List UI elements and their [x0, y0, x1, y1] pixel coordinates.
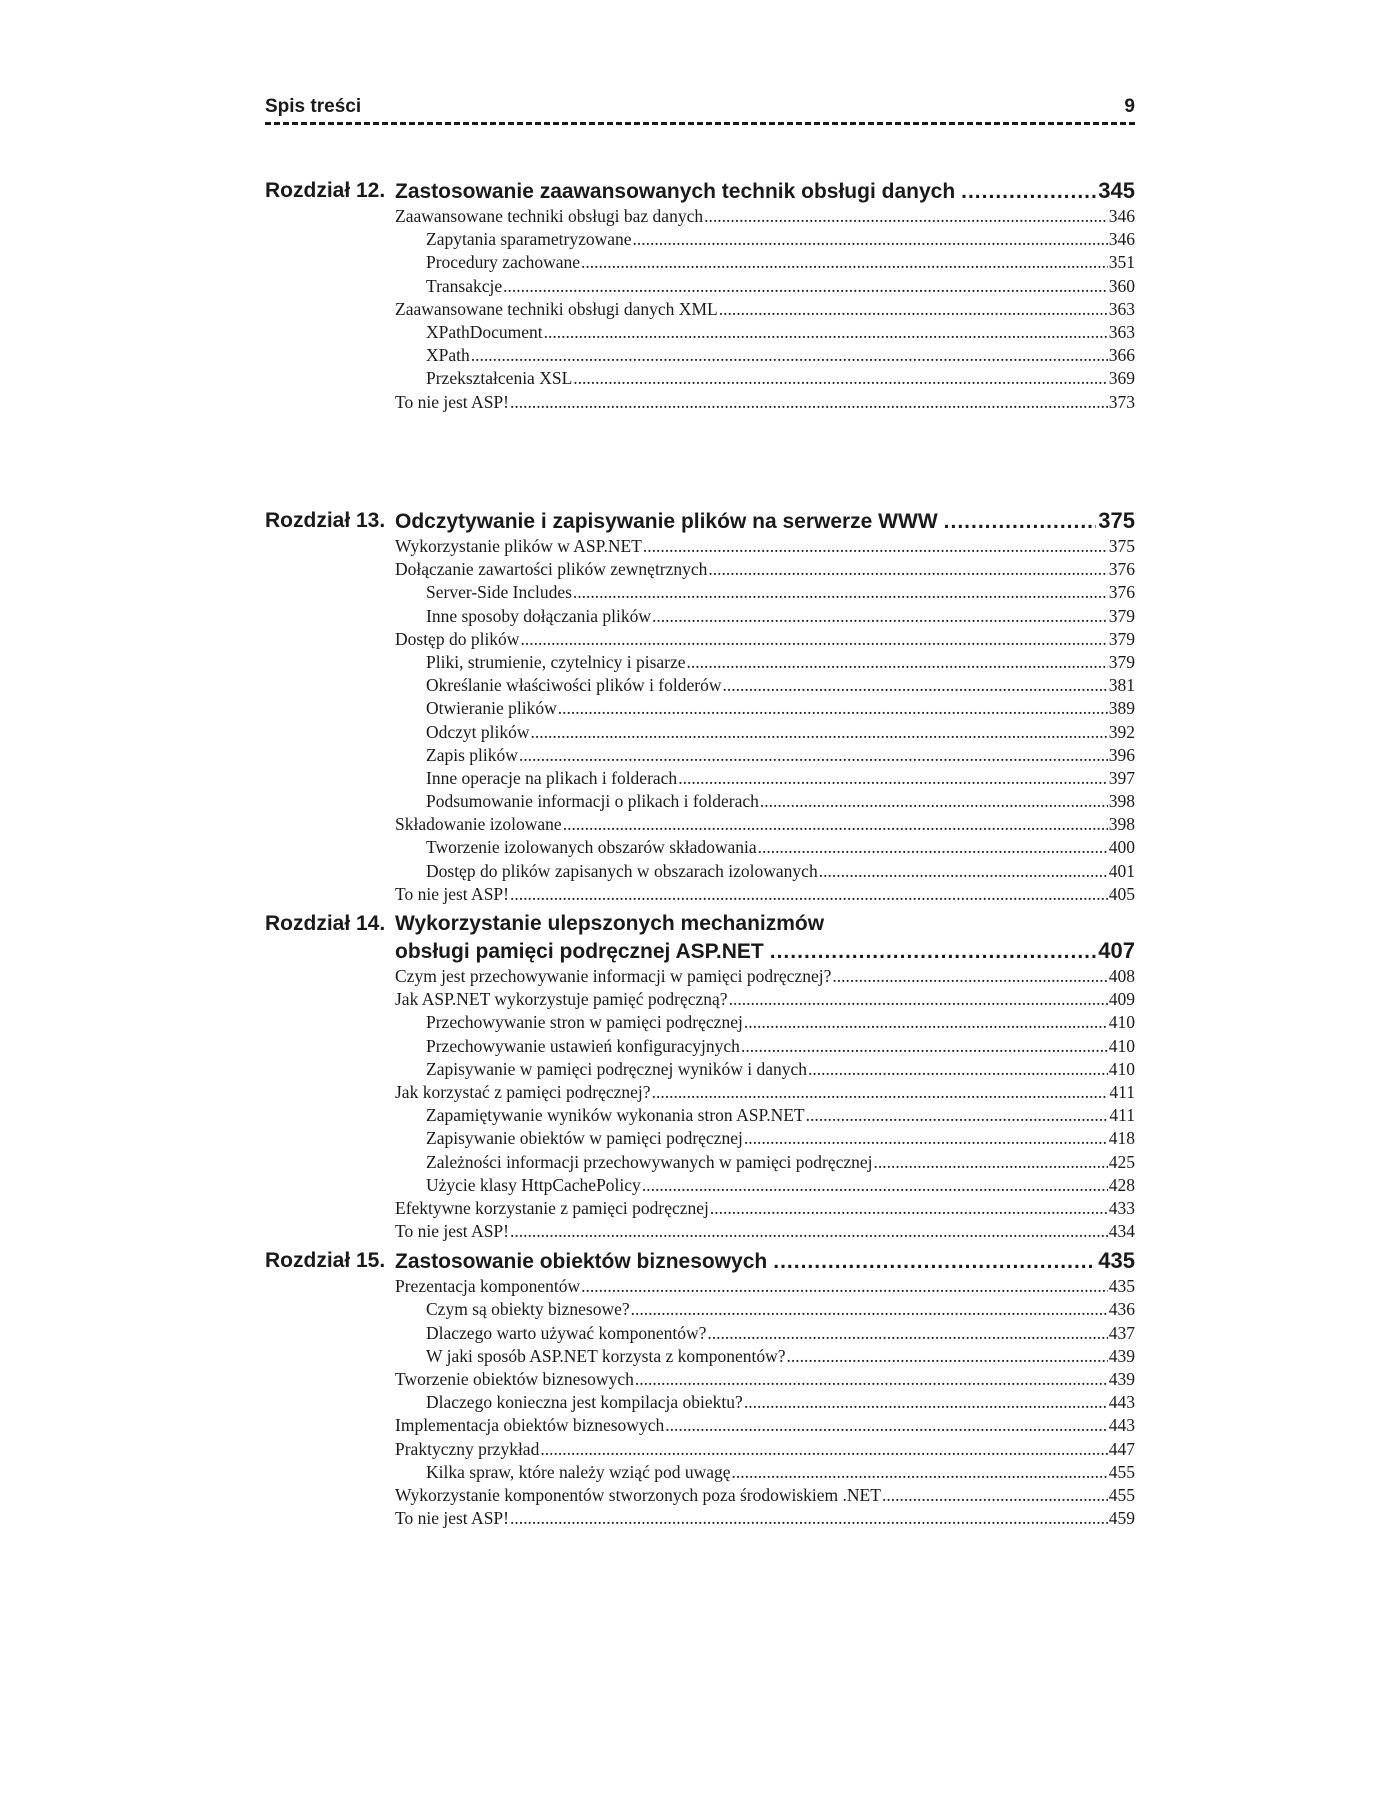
- entry-page-number: 411: [1109, 1105, 1135, 1126]
- dot-leader: [719, 298, 1108, 321]
- entry-page-number: 435: [1108, 1276, 1135, 1297]
- entry-page-number: 360: [1108, 275, 1135, 296]
- entry-title: Zaawansowane techniki obsługi danych XML: [395, 298, 718, 319]
- entry-title: Zapamiętywanie wyników wykonania stron ASP.NET: [426, 1105, 805, 1126]
- chapter-number: Rozdział 14.: [265, 912, 386, 935]
- chapter-title-block: [395, 1247, 1135, 1275]
- entry-title: Przechowywanie ustawień konfiguracyjnych: [426, 1035, 740, 1056]
- entry-title: Zapisywanie obiektów w pamięci podręcznej: [426, 1128, 743, 1149]
- toc-chapter: [265, 1247, 1135, 1530]
- entry-title: Pliki, strumienie, czytelnicy i pisarze: [426, 651, 686, 672]
- entry-page-number: 410: [1108, 1035, 1135, 1056]
- dot-leader: [707, 1322, 1107, 1345]
- dot-leader: [573, 367, 1107, 390]
- entry-title: Efektywne korzystanie z pamięci podręcznej: [395, 1197, 709, 1218]
- dot-leader: [710, 1197, 1108, 1220]
- toc-entry: [395, 628, 1135, 651]
- chapter-page-number: 435: [1098, 1248, 1135, 1274]
- dot-leader: [874, 1151, 1108, 1174]
- dot-leader: [563, 813, 1108, 836]
- toc-entry: [395, 883, 1135, 906]
- dot-leader: [744, 1127, 1108, 1150]
- dot-leader: [558, 697, 1108, 720]
- entry-title: XPath: [426, 345, 470, 366]
- dot-leader: [633, 228, 1108, 251]
- dot-leader: [882, 1484, 1108, 1507]
- entry-page-number: 411: [1109, 1081, 1135, 1102]
- entry-title: Zapytania sparametryzowane: [426, 229, 632, 250]
- toc-entry: [395, 1197, 1135, 1220]
- entry-page-number: 439: [1108, 1345, 1135, 1366]
- dot-leader: [503, 275, 1108, 298]
- toc-entry: [395, 535, 1135, 558]
- toc-entry: [395, 1391, 1135, 1414]
- dot-leader: [832, 965, 1107, 988]
- entry-page-number: 455: [1108, 1484, 1135, 1505]
- toc-entry: [395, 1345, 1135, 1368]
- toc-entry: [395, 321, 1135, 344]
- entry-title: Użycie klasy HttpCachePolicy: [426, 1174, 641, 1195]
- dot-leader: [510, 883, 1108, 906]
- entry-title: To nie jest ASP!: [395, 1221, 509, 1242]
- entry-title: Dołączanie zawartości plików zewnętrznych: [395, 559, 708, 580]
- entry-title: Implementacja obiektów biznesowych: [395, 1415, 665, 1436]
- entry-page-number: 346: [1108, 229, 1135, 250]
- toc-page: [265, 96, 1135, 1530]
- entry-page-number: 400: [1108, 837, 1135, 858]
- entry-title: Tworzenie obiektów biznesowych: [395, 1369, 634, 1389]
- toc-chapter: [265, 507, 1135, 906]
- entry-title: Zapis plików: [426, 744, 518, 765]
- entry-title: Procedury zachowane: [426, 252, 581, 273]
- entry-page-number: 376: [1108, 582, 1135, 603]
- entry-page-number: 379: [1108, 628, 1135, 649]
- dot-leader: [773, 1248, 1096, 1275]
- toc-entry: [395, 1368, 1135, 1391]
- toc-entry: [395, 1507, 1135, 1530]
- entry-page-number: 381: [1108, 675, 1135, 696]
- dot-leader: [806, 1104, 1109, 1127]
- chapter-title-line: [395, 937, 1135, 965]
- running-head: [265, 96, 1135, 125]
- entry-title: Dlaczego warto używać komponentów?: [426, 1322, 707, 1343]
- toc-entry: [395, 836, 1135, 859]
- entry-page-number: 392: [1108, 721, 1135, 742]
- entry-page-number: 418: [1108, 1128, 1135, 1149]
- chapter-number: Rozdział 15.: [265, 1249, 386, 1273]
- entry-page-number: 433: [1108, 1197, 1135, 1218]
- toc-entry: [395, 251, 1135, 274]
- chapter-title-block: [395, 910, 1135, 965]
- running-head-title: Spis treści: [265, 96, 362, 117]
- toc-entry: [395, 767, 1135, 790]
- dot-leader: [581, 1275, 1108, 1298]
- entry-title: Jak korzystać z pamięci podręcznej?: [395, 1081, 651, 1102]
- dot-leader: [961, 178, 1096, 205]
- chapter-title: obsługi pamięci podręcznej ASP.NET: [395, 940, 764, 963]
- entry-title: Podsumowanie informacji o plikach i folderach: [426, 791, 759, 812]
- entry-list: [395, 205, 1135, 414]
- dot-leader: [573, 581, 1108, 604]
- toc-entry: [395, 1151, 1135, 1174]
- dot-leader: [540, 1438, 1107, 1461]
- chapter-heading: [265, 177, 1135, 205]
- toc-entry: [395, 674, 1135, 697]
- entry-page-number: 455: [1108, 1461, 1135, 1482]
- dot-leader: [510, 1507, 1108, 1530]
- toc-entry: [395, 367, 1135, 390]
- toc-entry: [395, 1104, 1135, 1127]
- toc-entry: [395, 1035, 1135, 1058]
- dot-leader: [665, 1414, 1108, 1437]
- toc-entry: [395, 721, 1135, 744]
- entry-page-number: 398: [1108, 791, 1135, 812]
- entry-page-number: 447: [1108, 1438, 1135, 1459]
- entry-title: Czym są obiekty biznesowe?: [426, 1299, 630, 1320]
- chapter-heading: [265, 910, 1135, 965]
- toc-entry: [395, 1461, 1135, 1484]
- dot-leader: [642, 1174, 1108, 1197]
- entry-title: Kilka spraw, które należy wziąć pod uwagę: [426, 1461, 731, 1482]
- entry-title: Czym jest przechowywanie informacji w pamięci podręcznej?: [395, 966, 832, 986]
- toc-entry: [395, 605, 1135, 628]
- toc-entry: [395, 651, 1135, 674]
- entry-list: [395, 965, 1135, 1243]
- entry-page-number: 437: [1108, 1322, 1135, 1343]
- entry-title: Przekształcenia XSL: [426, 368, 573, 389]
- entry-title: Dostęp do plików zapisanych w obszarach izolowanych: [426, 860, 818, 881]
- toc-entry: [395, 275, 1135, 298]
- chapter-title-block: [395, 177, 1135, 205]
- toc-entry: [395, 1484, 1135, 1507]
- entry-title: Inne sposoby dołączania plików: [426, 605, 652, 626]
- toc-entry: [395, 344, 1135, 367]
- entry-page-number: 346: [1108, 206, 1135, 226]
- dot-leader: [643, 535, 1108, 558]
- entry-page-number: 434: [1108, 1221, 1135, 1242]
- entry-list: [395, 535, 1135, 906]
- entry-title: Określanie właściwości plików i folderów: [426, 675, 722, 696]
- entry-title: Praktyczny przykład: [395, 1438, 540, 1459]
- chapter-page-number: 407: [1098, 938, 1135, 963]
- dot-leader: [635, 1368, 1108, 1391]
- toc-entry: [395, 1081, 1135, 1104]
- entry-page-number: 409: [1108, 989, 1135, 1010]
- dot-leader: [744, 1391, 1108, 1414]
- toc-entry: [395, 228, 1135, 251]
- chapter-title-block: [395, 507, 1135, 535]
- entry-title: Zależności informacji przechowywanych w pamięci podręcznej: [426, 1151, 873, 1172]
- entry-title: Składowanie izolowane: [395, 814, 562, 835]
- chapter-title-line: [395, 910, 1135, 937]
- entry-page-number: 375: [1108, 536, 1135, 556]
- toc-entry: [395, 1174, 1135, 1197]
- entry-title: Przechowywanie stron w pamięci podręcznej: [426, 1012, 743, 1033]
- entry-title: Wykorzystanie komponentów stworzonych poza środowiskiem .NET: [395, 1484, 881, 1505]
- entry-page-number: 379: [1108, 605, 1135, 626]
- dot-leader: [722, 674, 1107, 697]
- entry-title: Zaawansowane techniki obsługi baz danych: [395, 206, 704, 226]
- entry-page-number: 373: [1108, 391, 1135, 412]
- dot-leader: [732, 1461, 1108, 1484]
- entry-page-number: 405: [1108, 883, 1135, 904]
- dot-leader: [704, 205, 1108, 228]
- dot-leader: [652, 1081, 1109, 1104]
- toc-entry: [395, 1127, 1135, 1150]
- dot-leader: [678, 767, 1108, 790]
- entry-page-number: 436: [1108, 1299, 1135, 1320]
- entry-page-number: 398: [1108, 814, 1135, 835]
- entry-page-number: 379: [1108, 651, 1135, 672]
- entry-page-number: 425: [1108, 1151, 1135, 1172]
- entry-page-number: 443: [1108, 1392, 1135, 1413]
- entry-page-number: 397: [1108, 767, 1135, 788]
- entry-page-number: 459: [1108, 1508, 1135, 1529]
- chapter-title-line: [395, 177, 1135, 205]
- dot-leader: [544, 321, 1108, 344]
- entry-title: Transakcje: [426, 275, 503, 296]
- toc-entry: [395, 860, 1135, 883]
- chapter-title-line: [395, 1247, 1135, 1275]
- entry-page-number: 366: [1108, 345, 1135, 366]
- toc-entry: [395, 965, 1135, 988]
- entry-title: Prezentacja komponentów: [395, 1276, 581, 1297]
- dot-leader: [631, 1298, 1108, 1321]
- entry-page-number: 410: [1108, 1058, 1135, 1079]
- toc-entry: [395, 1322, 1135, 1345]
- toc-entry: [395, 1298, 1135, 1321]
- chapter-page-number: 345: [1098, 178, 1135, 203]
- toc-entry: [395, 1220, 1135, 1243]
- dot-leader: [729, 988, 1108, 1011]
- entry-page-number: 428: [1108, 1174, 1135, 1195]
- toc-chapter: [265, 910, 1135, 1243]
- entry-title: Tworzenie izolowanych obszarów składowania: [426, 837, 757, 858]
- toc-entry: [395, 1414, 1135, 1437]
- chapter-heading: [265, 507, 1135, 535]
- toc-entry: [395, 1058, 1135, 1081]
- entry-title: To nie jest ASP!: [395, 1508, 509, 1529]
- dot-leader: [770, 938, 1097, 965]
- entry-page-number: 363: [1108, 298, 1135, 319]
- entry-page-number: 396: [1108, 744, 1135, 765]
- entry-title: Odczyt plików: [426, 721, 530, 742]
- entry-title: To nie jest ASP!: [395, 883, 509, 904]
- table-of-contents: [265, 177, 1135, 1530]
- dot-leader: [652, 605, 1108, 628]
- dot-leader: [744, 1011, 1108, 1034]
- chapter-number: Rozdział 13.: [265, 509, 386, 532]
- toc-entry: [395, 1275, 1135, 1298]
- page-number: 9: [1124, 96, 1135, 117]
- entry-page-number: 401: [1108, 860, 1135, 881]
- dot-leader: [944, 508, 1097, 535]
- toc-entry: [395, 988, 1135, 1011]
- entry-list: [395, 1275, 1135, 1530]
- entry-page-number: 410: [1108, 1012, 1135, 1033]
- dot-leader: [708, 558, 1107, 581]
- dot-leader: [510, 391, 1108, 414]
- chapter-number: Rozdział 12.: [265, 179, 386, 202]
- dot-leader: [687, 651, 1108, 674]
- toc-entry: [395, 1011, 1135, 1034]
- dot-leader: [808, 1058, 1108, 1081]
- entry-title: Server-Side Includes: [426, 582, 572, 603]
- toc-entry: [395, 697, 1135, 720]
- toc-entry: [395, 790, 1135, 813]
- dot-leader: [819, 860, 1108, 883]
- chapter-title: Zastosowanie obiektów biznesowych: [395, 1250, 768, 1274]
- entry-title: Wykorzystanie plików w ASP.NET: [395, 536, 642, 556]
- entry-title: W jaki sposób ASP.NET korzysta z komponentów?: [426, 1345, 786, 1366]
- toc-chapter: [265, 177, 1135, 414]
- entry-page-number: 351: [1108, 252, 1135, 273]
- dot-leader: [758, 836, 1108, 859]
- chapter-title: Odczytywanie i zapisywanie plików na serwerze WWW: [395, 510, 938, 533]
- toc-entry: [395, 813, 1135, 836]
- toc-entry: [395, 391, 1135, 414]
- entry-title: Jak ASP.NET wykorzystuje pamięć podręczną?: [395, 989, 728, 1010]
- entry-title: Inne operacje na plikach i folderach: [426, 767, 678, 788]
- dot-leader: [581, 251, 1108, 274]
- toc-entry: [395, 298, 1135, 321]
- entry-page-number: 369: [1108, 368, 1135, 389]
- entry-page-number: 376: [1108, 559, 1135, 580]
- entry-page-number: 363: [1108, 321, 1135, 342]
- entry-page-number: 439: [1108, 1369, 1135, 1389]
- chapter-page-number: 375: [1098, 508, 1135, 533]
- dot-leader: [520, 628, 1107, 651]
- entry-page-number: 408: [1108, 966, 1135, 986]
- dot-leader: [531, 721, 1108, 744]
- entry-page-number: 443: [1108, 1415, 1135, 1436]
- chapter-title: Wykorzystanie ulepszonych mechanizmów: [395, 912, 825, 935]
- toc-entry: [395, 581, 1135, 604]
- toc-entry: [395, 744, 1135, 767]
- chapter-title: Zastosowanie zaawansowanych technik obsługi danych: [395, 180, 956, 203]
- entry-title: Dostęp do plików: [395, 628, 520, 649]
- entry-title: Zapisywanie w pamięci podręcznej wyników i danych: [426, 1058, 807, 1079]
- dot-leader: [510, 1220, 1108, 1243]
- dot-leader: [787, 1345, 1108, 1368]
- toc-entry: [395, 205, 1135, 228]
- dot-leader: [471, 344, 1108, 367]
- dot-leader: [741, 1035, 1108, 1058]
- entry-title: Otwieranie plików: [426, 698, 557, 719]
- chapter-title-line: [395, 507, 1135, 535]
- entry-title: Dlaczego konieczna jest kompilacja obiektu?: [426, 1392, 743, 1413]
- entry-title: To nie jest ASP!: [395, 391, 509, 412]
- entry-title: XPathDocument: [426, 321, 543, 342]
- dot-leader: [760, 790, 1108, 813]
- chapter-heading: [265, 1247, 1135, 1275]
- toc-entry: [395, 558, 1135, 581]
- entry-page-number: 389: [1108, 698, 1135, 719]
- toc-entry: [395, 1438, 1135, 1461]
- dot-leader: [519, 744, 1108, 767]
